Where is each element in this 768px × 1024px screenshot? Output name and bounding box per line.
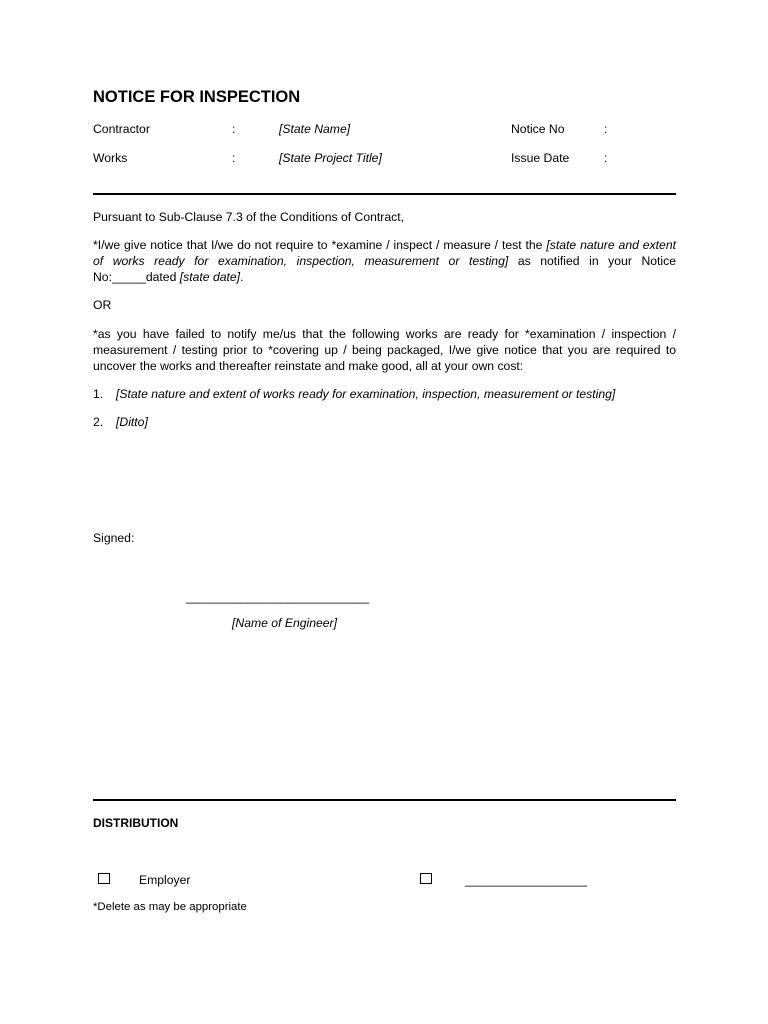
works-value: [State Project Title] [279, 151, 382, 165]
contractor-colon: : [232, 122, 236, 136]
notice-no-colon: : [604, 122, 608, 136]
contractor-label: Contractor [93, 122, 150, 136]
notice-no-label: Notice No [511, 122, 565, 136]
pursuant-paragraph: Pursuant to Sub-Clause 7.3 of the Conditions of Contract, [93, 210, 404, 224]
or-separator: OR [93, 298, 112, 312]
failure-paragraph: *as you have failed to notify me/us that the following works are ready for *examination / inspection / measurement / testing prior to *covering up / being packaged, I/we give notice that you are required to uncover the works and thereafter reinstate and make good, all at your own cost: [93, 327, 676, 373]
list-item-text: [Ditto] [116, 415, 148, 429]
issue-date-label: Issue Date [511, 151, 570, 165]
works-colon: : [232, 151, 236, 165]
notice-text-c: as notified in your Notice No:_____dated [93, 254, 676, 284]
notice-text-d: [state date] [179, 270, 241, 284]
list-item-text: [State nature and extent of works ready for examination, inspection, measurement or testing] [116, 387, 616, 401]
distribution-title: DISTRIBUTION [93, 816, 179, 830]
distribution-divider [93, 799, 676, 801]
employer-checkbox[interactable] [98, 873, 110, 884]
notice-paragraph [93, 237, 676, 285]
works-label: Works [93, 151, 128, 165]
employer-label: Employer [139, 873, 191, 887]
footnote: *Delete as may be appropriate [93, 901, 247, 913]
notice-text-a: *I/we give notice that I/we do not require to *examine / inspect / measure / test the [93, 238, 547, 252]
list-item-number: 2. [93, 415, 104, 429]
other-recipient-line: __________________ [465, 873, 588, 887]
notice-text-e: . [240, 270, 244, 284]
contractor-value: [State Name] [279, 122, 351, 136]
notice-text-b: [state nature and extent of works ready for examination, inspection, measurement or testing] [93, 238, 676, 268]
list-item-number: 1. [93, 387, 104, 401]
header-divider [93, 193, 676, 195]
signed-label: Signed: [93, 531, 135, 545]
engineer-name: [Name of Engineer] [232, 616, 338, 630]
document-title: NOTICE FOR INSPECTION [93, 88, 301, 106]
other-recipient-checkbox[interactable] [420, 873, 432, 884]
issue-date-colon: : [604, 151, 608, 165]
signature-line: ___________________________ [186, 590, 370, 604]
